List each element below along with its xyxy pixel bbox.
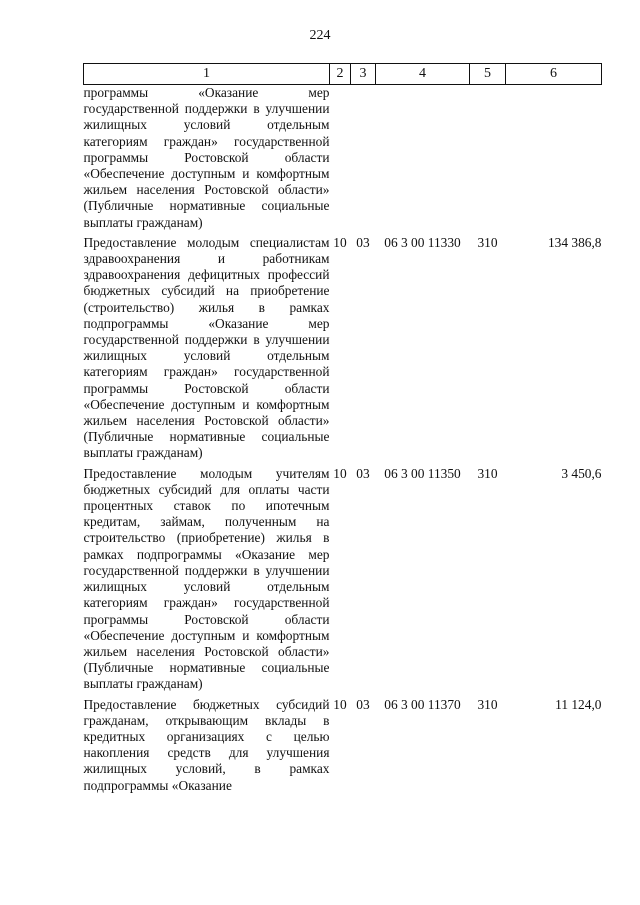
section-code bbox=[330, 85, 351, 235]
table-row bbox=[84, 466, 602, 697]
section-code: 10 bbox=[333, 465, 347, 481]
amount: 3 450,6 bbox=[561, 465, 602, 481]
amount bbox=[506, 85, 602, 235]
page-number: 224 bbox=[309, 28, 331, 43]
expense-type-code: 310 bbox=[477, 696, 498, 712]
row-description: программы «Оказание мер государственной поддержки в улучшении жилищных условий отдельным категориям граждан» государственной программы Ростовской области «Обеспечение доступным и комфортным жильем населения Ростовской области» (Публичные нормативные социальные выплаты гражданам) bbox=[83, 85, 330, 230]
table-row bbox=[84, 235, 602, 466]
subsection-code: 03 bbox=[356, 234, 370, 250]
subsection-code: 03 bbox=[356, 465, 370, 481]
row-description: Предоставление бюджетных субсидий гражданам, открывающим вклады в кредитных организациях с целью накопления средств для улучшения жилищных условий, в рамках подпрограммы «Оказание bbox=[83, 696, 330, 793]
expense-type-code bbox=[470, 85, 506, 235]
subsection-code bbox=[351, 85, 376, 235]
column-header-1: 1 bbox=[84, 64, 330, 85]
column-header-3: 3 bbox=[351, 64, 376, 85]
target-article-code bbox=[376, 85, 470, 235]
table-header bbox=[84, 64, 602, 85]
table-row bbox=[84, 697, 602, 798]
column-header-2: 2 bbox=[330, 64, 351, 85]
column-header-4: 4 bbox=[376, 64, 470, 85]
target-article-code: 06 3 00 11350 bbox=[384, 465, 461, 481]
budget-table bbox=[83, 63, 602, 798]
table-row bbox=[84, 85, 602, 235]
target-article-code: 06 3 00 11330 bbox=[384, 234, 461, 250]
amount: 11 124,0 bbox=[555, 696, 602, 712]
amount: 134 386,8 bbox=[547, 234, 602, 250]
row-description: Предоставление молодым специалистам здравоохранения и работникам здравоохранения дефицитных профессий бюджетных субсидий на приобретение (строительство) жилья в рамках подпрограммы «Оказание мер государственной поддержки в улучшении жилищных условий отдельным категориям граждан» государственной программы Ростовской области «Обеспечение доступным и комфортным жильем населения Ростовской области» (Публичные нормативные социальные выплаты гражданам) bbox=[83, 234, 330, 461]
subsection-code: 03 bbox=[356, 696, 370, 712]
column-header-6: 6 bbox=[506, 64, 602, 85]
expense-type-code: 310 bbox=[477, 234, 498, 250]
row-description: Предоставление молодым учителям бюджетных субсидий для оплаты части процентных ставок по ипотечным кредитам, займам, полученным на строительство (приобретение) жилья в рамках подпрограммы «Оказание мер государственной поддержки в улучшении жилищных условий отдельным категориям граждан» государственной программы Ростовской области «Обеспечение доступным и комфортным жильем населения Ростовской области» (Публичные нормативные социальные выплаты гражданам) bbox=[83, 465, 330, 692]
expense-type-code: 310 bbox=[477, 465, 498, 481]
section-code: 10 bbox=[333, 234, 347, 250]
column-header-5: 5 bbox=[470, 64, 506, 85]
target-article-code: 06 3 00 11370 bbox=[384, 696, 461, 712]
section-code: 10 bbox=[333, 696, 347, 712]
